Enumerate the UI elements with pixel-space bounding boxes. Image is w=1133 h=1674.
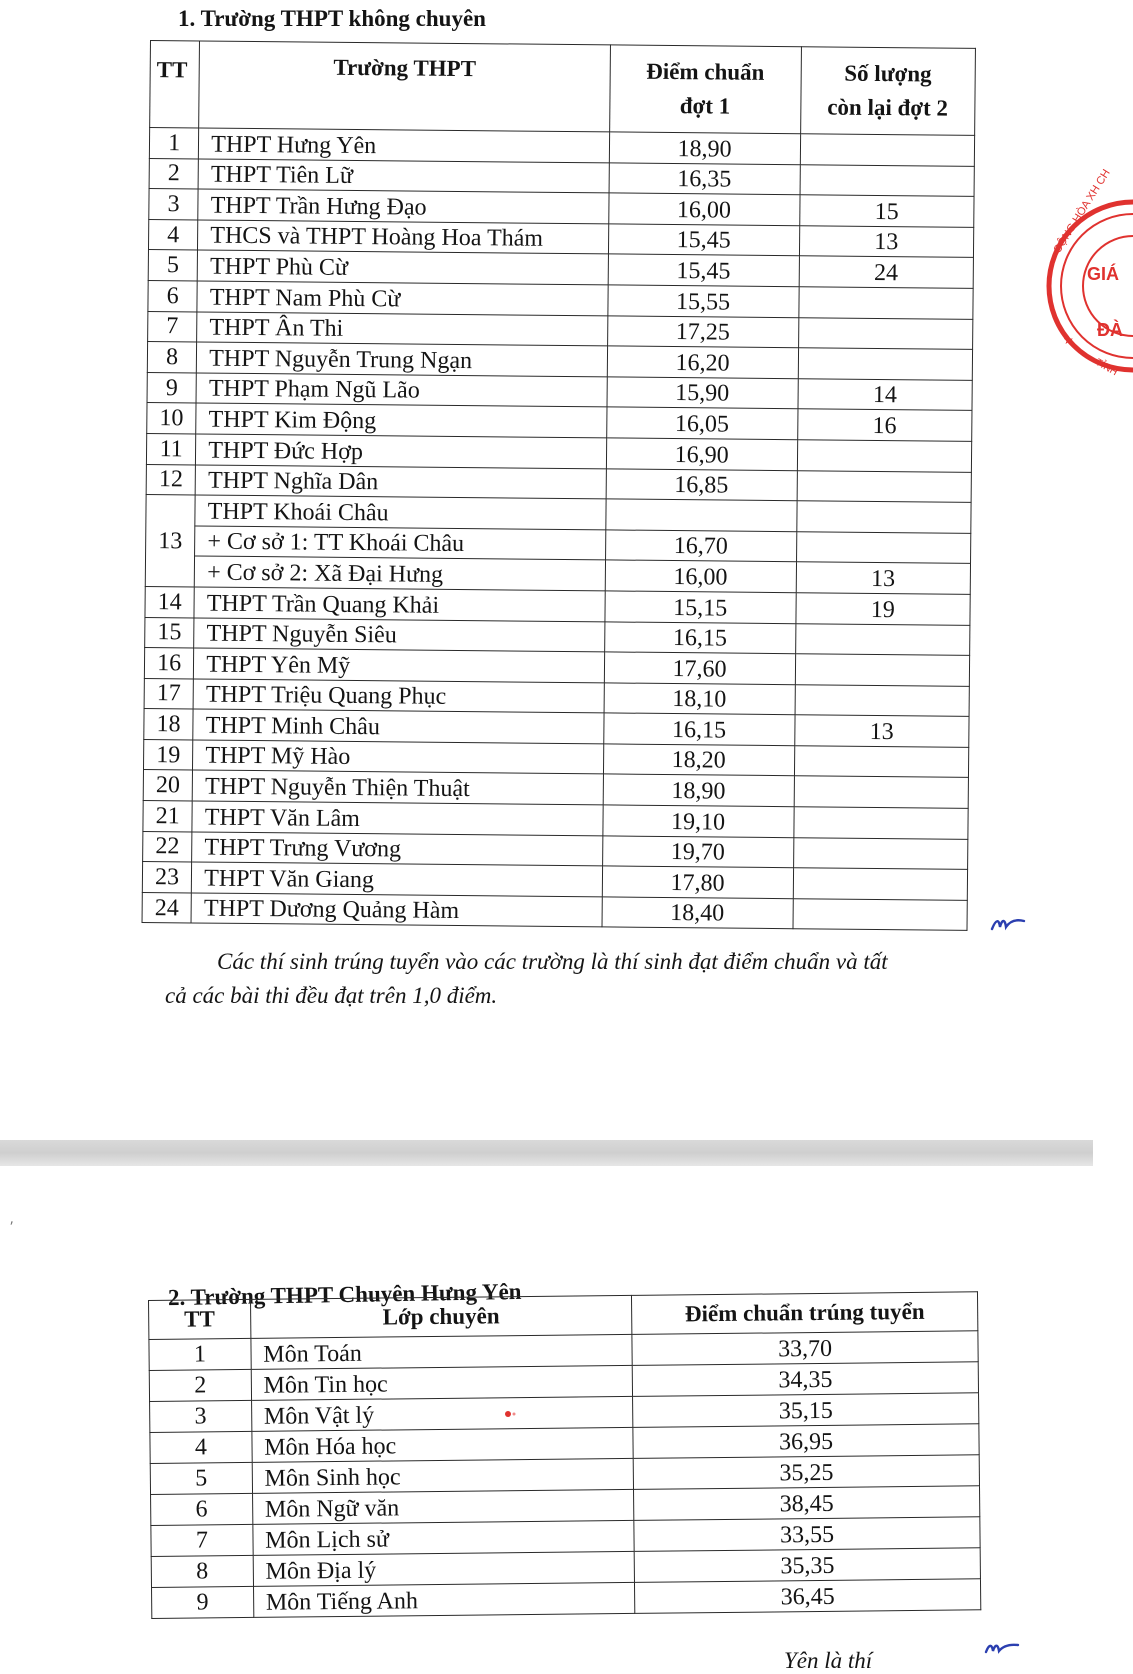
seal-star: ★ [1063, 333, 1074, 347]
col-school-header: Trường THPT [199, 41, 610, 132]
row-remain [793, 868, 968, 900]
row-score: 38,45 [634, 1486, 980, 1521]
row-remain [800, 164, 975, 196]
signature-mark [990, 915, 1026, 935]
table-header-row [150, 41, 976, 136]
row-score: 33,70 [632, 1331, 978, 1366]
row-score: 35,35 [634, 1548, 980, 1583]
row-score: 16,00 [605, 560, 796, 592]
row-tt: 4 [148, 219, 198, 250]
row-score: 18,90 [609, 132, 800, 164]
row-tt: 22 [143, 831, 193, 862]
row-score: 15,15 [605, 591, 796, 623]
row-remain: 19 [795, 593, 970, 625]
row-tt: 6 [148, 280, 198, 311]
col-class-header: Lớp chuyên [250, 1295, 632, 1338]
row-school-name: THPT Minh Châu [193, 709, 604, 744]
row-score: 18,10 [604, 683, 795, 715]
row-campus-1: + Cơ sở 1: TT Khoái Châu [195, 526, 606, 561]
row-remain [797, 440, 972, 472]
row-remain [796, 501, 971, 533]
col-remain-header-line2: còn lại đợt 2 [827, 94, 949, 121]
row-score: 17,80 [602, 866, 793, 898]
section2-heading: 2. Trường THPT Chuyên Hưng Yên [167, 1278, 522, 1311]
row-remain [796, 531, 971, 563]
scan-mark: ⸴ [10, 1214, 14, 1229]
row-remain [794, 746, 969, 778]
row-school-name: THPT Kim Động [196, 403, 607, 438]
row-tt: 16 [144, 648, 194, 679]
row-school-name: THPT Trần Quang Khải [194, 587, 605, 622]
row-school-name: THPT Trần Hưng Đạo [198, 189, 609, 224]
row-remain [798, 317, 973, 349]
col-tt-header: TT [150, 41, 200, 128]
table-row [142, 892, 967, 931]
row-tt: 19 [143, 739, 193, 770]
row-score: 16,70 [605, 530, 796, 562]
row-school-name: THPT Văn Giang [192, 862, 603, 897]
row-remain: 16 [797, 409, 972, 441]
row-tt: 5 [148, 250, 198, 281]
row-score: 15,55 [608, 285, 799, 317]
row-tt: 8 [147, 342, 197, 373]
row-tt: 10 [147, 403, 197, 434]
row-score: 16,05 [606, 407, 797, 439]
row-score: 35,15 [633, 1393, 979, 1428]
row-school-name: THPT Mỹ Hào [193, 740, 604, 775]
row-remain [798, 287, 973, 319]
row-class-name: Môn Toán [251, 1334, 633, 1369]
row-class-name: Môn Tiếng Anh [253, 1582, 635, 1617]
seal-line-2: ĐÀ [1097, 320, 1123, 340]
row-remain: 13 [796, 562, 971, 594]
row-class-name: Môn Hóa học [252, 1427, 634, 1462]
row-tt: 17 [144, 678, 194, 709]
table2-body [149, 1331, 981, 1619]
row-school-name: THPT Đức Hợp [196, 434, 607, 469]
row-remain [793, 807, 968, 839]
note-line-1: Các thí sinh trúng tuyển vào các trường là thí sinh đạt điểm chuẩn và tất [217, 949, 888, 974]
row-tt: 2 [149, 1369, 251, 1401]
row-tt: 12 [146, 464, 196, 495]
row-remain: 13 [794, 715, 969, 747]
row-tt: 20 [143, 770, 193, 801]
row-tt: 21 [143, 801, 193, 832]
row-score: 36,95 [633, 1424, 979, 1459]
signature-mark-2 [984, 1640, 1020, 1658]
row-school-name: THPT Yên Mỹ [194, 648, 605, 683]
row-school-name: THPT Phù Cừ [197, 250, 608, 285]
row-score: 19,70 [602, 836, 793, 868]
row-score [606, 499, 797, 531]
row-school-name: THPT Nguyễn Trung Ngạn [197, 342, 608, 377]
table1-body-b [142, 586, 970, 930]
row-school-name: THCS và THPT Hoàng Hoa Thám [198, 220, 609, 255]
row-score: 18,20 [603, 744, 794, 776]
seal-ring-text: CỘNG HÒA XH CH [1051, 167, 1113, 256]
row-score: 16,90 [606, 438, 797, 470]
row-tt: 15 [145, 617, 195, 648]
school-score-table [142, 40, 976, 931]
row-score: 35,25 [633, 1455, 979, 1490]
row-remain [798, 348, 973, 380]
row-score: 15,45 [608, 224, 799, 256]
row-tt: 5 [150, 1462, 252, 1494]
row-class-name: Môn Tin học [251, 1365, 633, 1400]
row-tt: 6 [151, 1493, 253, 1525]
admission-note [165, 945, 995, 1013]
col-tt-header: TT [149, 1299, 251, 1339]
row-tt: 3 [149, 189, 199, 220]
row-score: 33,55 [634, 1517, 980, 1552]
table1-body-a [146, 128, 974, 503]
row-remain [793, 837, 968, 869]
row-class-name: Môn Ngữ văn [252, 1489, 634, 1524]
col-score-header-line1: Điểm chuẩn [646, 58, 765, 85]
row-tt: 9 [152, 1586, 254, 1618]
row-score: 16,35 [609, 163, 800, 195]
row-score: 16,00 [608, 193, 799, 225]
row-score: 17,25 [607, 315, 798, 347]
specialized-score-table [148, 1291, 981, 1619]
col-score-header [609, 45, 801, 134]
row-score: 16,15 [604, 621, 795, 653]
row-school-name: THPT Phạm Ngũ Lão [196, 373, 607, 408]
row-school-name: THPT Trưng Vương [192, 832, 603, 867]
row-tt: 24 [142, 892, 192, 923]
row-remain [795, 654, 970, 686]
row-school-name: THPT Nghĩa Dân [195, 464, 606, 499]
row-tt: 13 [145, 495, 195, 587]
table1-row13 [145, 495, 971, 595]
row-tt: 7 [151, 1524, 253, 1556]
col-remain-header [800, 47, 975, 136]
row-tt: 8 [151, 1555, 253, 1587]
row-campus-2: + Cơ sở 2: Xã Đại Hưng [195, 556, 606, 591]
row-remain: 24 [799, 256, 974, 288]
row-remain: 14 [798, 378, 973, 410]
row-class-name: Môn Lịch sử [253, 1520, 635, 1555]
row-remain [800, 134, 975, 166]
row-remain [795, 684, 970, 716]
row-score: 16,20 [607, 346, 798, 378]
row-school-name: THPT Hưng Yên [199, 128, 610, 163]
row-remain [794, 776, 969, 808]
row-remain: 13 [799, 226, 974, 258]
row-score: 16,15 [603, 713, 794, 745]
row-tt: 18 [144, 709, 194, 740]
row-score: 15,45 [608, 254, 799, 286]
row-school-name: THPT Nam Phù Cừ [197, 281, 608, 316]
red-ink-mark [504, 1410, 516, 1418]
row-tt: 2 [149, 158, 199, 189]
row-score: 34,35 [632, 1362, 978, 1397]
row-school-name: THPT Tiên Lữ [198, 159, 609, 194]
trailing-text-fragment: Yên là thí [784, 1648, 873, 1673]
row-tt: 23 [142, 862, 192, 893]
row-remain [795, 623, 970, 655]
row-score: 17,60 [604, 652, 795, 684]
row-tt: 1 [149, 128, 199, 159]
col-score-header-line2: đợt 1 [679, 93, 731, 119]
row-school-name: THPT Nguyễn Siêu [194, 617, 605, 652]
row-tt: 3 [150, 1400, 252, 1432]
col-remain-header-line1: Số lượng [844, 60, 932, 87]
row-score: 18,90 [603, 774, 794, 806]
row-score: 18,40 [602, 897, 793, 929]
col-score-header: Điểm chuẩn trúng tuyển [632, 1292, 978, 1335]
row-school-name: THPT Khoái Châu [195, 495, 606, 530]
page-separator [0, 1140, 1093, 1166]
row-remain [797, 470, 972, 502]
row-school-name: THPT Ân Thi [197, 312, 608, 347]
row-tt: 1 [149, 1338, 251, 1370]
row-tt: 14 [145, 586, 195, 617]
row-tt: 7 [148, 311, 198, 342]
row-class-name: Môn Vật lý [251, 1396, 633, 1431]
row-school-name: THPT Triệu Quang Phục [193, 679, 604, 714]
row-school-name: THPT Dương Quảng Hàm [191, 893, 602, 928]
row-score: 16,85 [606, 468, 797, 500]
row-class-name: Môn Sinh học [252, 1458, 634, 1493]
seal-line-1: GIÁ [1087, 264, 1120, 284]
row-school-name: THPT Nguyễn Thiện Thuật [192, 770, 603, 805]
row-tt: 11 [146, 433, 196, 464]
row-remain: 15 [799, 195, 974, 227]
note-line-2: cả các bài thi đều đạt trên 1,0 điểm. [165, 983, 498, 1008]
row-class-name: Môn Địa lý [253, 1551, 635, 1586]
row-tt: 4 [150, 1431, 252, 1463]
row-remain [793, 899, 968, 931]
section1-heading: 1. Trường THPT không chuyên [178, 6, 486, 31]
seal-bottom-text: TỈNH [1093, 357, 1120, 379]
row-score: 15,90 [607, 377, 798, 409]
row-score: 36,45 [635, 1579, 981, 1614]
official-seal [1023, 167, 1133, 379]
row-score: 19,10 [603, 805, 794, 837]
row-school-name: THPT Văn Lâm [192, 801, 603, 836]
row-tt: 9 [147, 372, 197, 403]
